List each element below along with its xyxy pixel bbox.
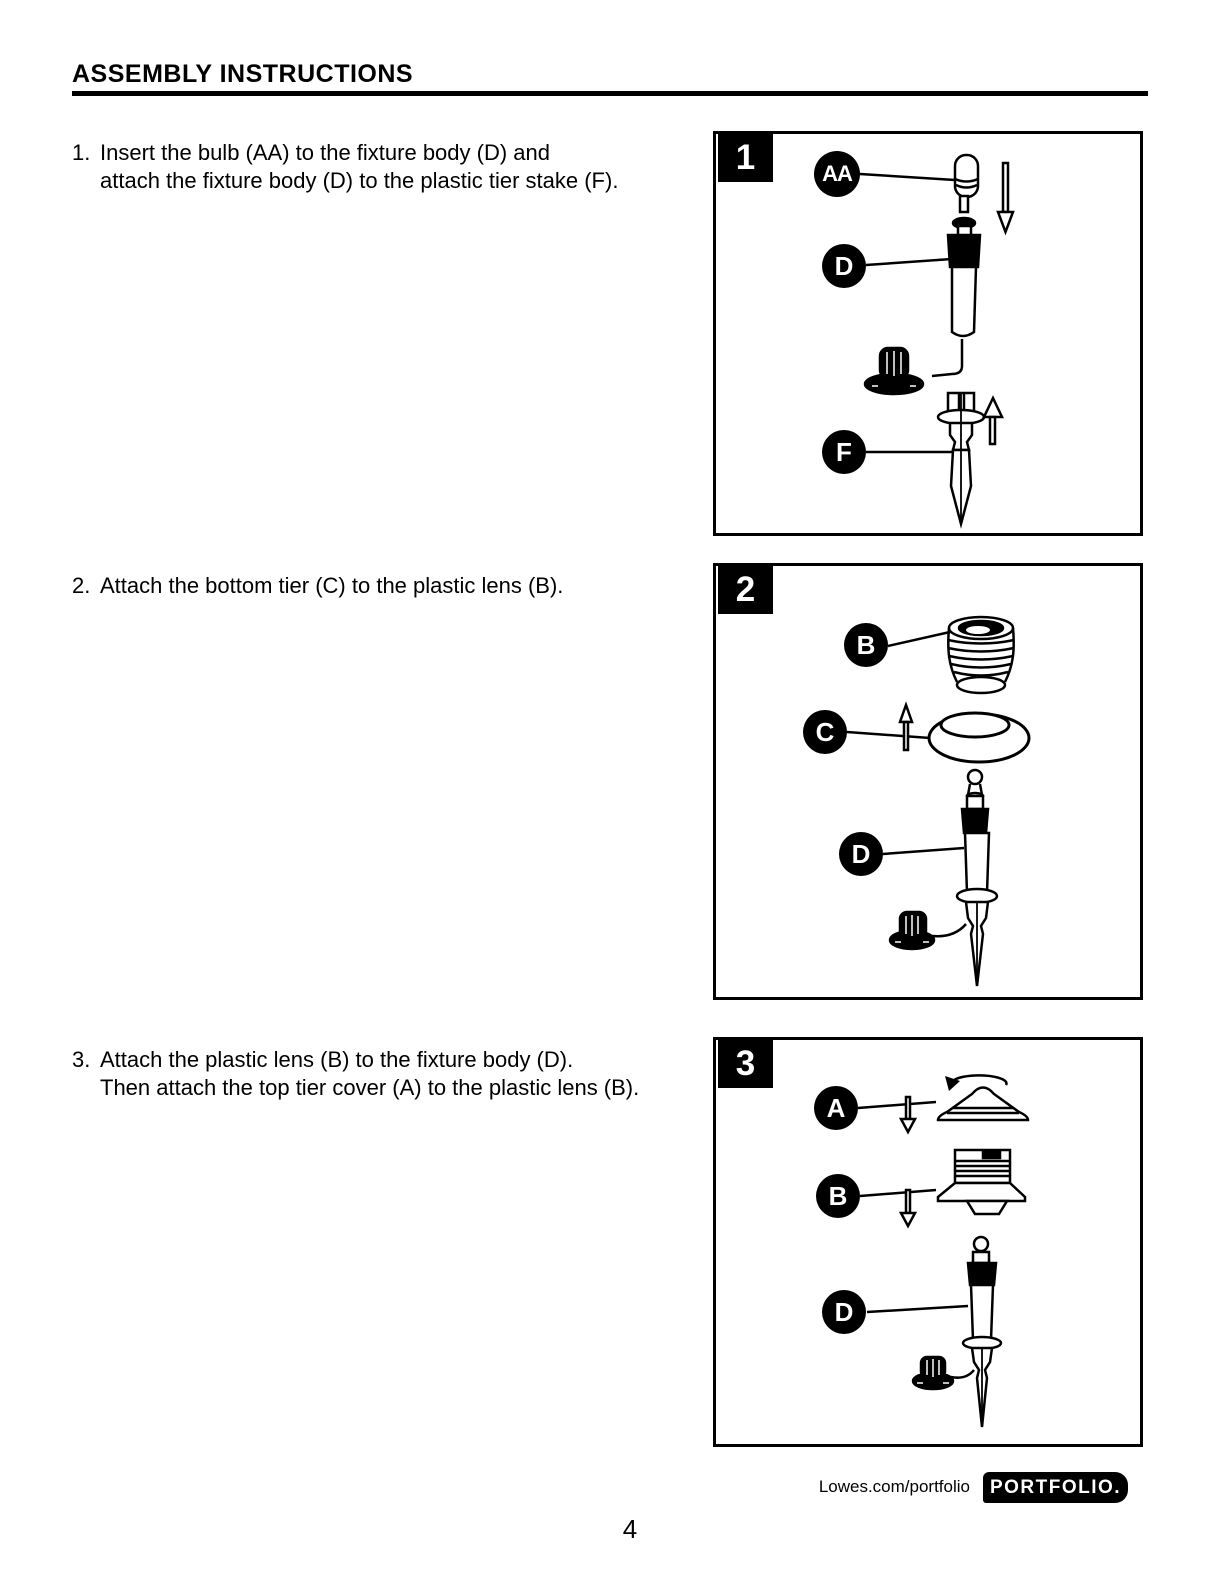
part-label-c: C (803, 710, 847, 754)
tier-stake-drawing (938, 393, 984, 524)
leader-line-d (866, 259, 952, 265)
down-arrow-icon (901, 1190, 915, 1226)
bulb-drawing (955, 155, 978, 212)
step-2-text (100, 572, 563, 600)
part-label-a: A (814, 1086, 858, 1130)
fixture-body-drawing (932, 218, 980, 376)
leader-line-b (888, 632, 950, 646)
part-label-b: B (816, 1174, 860, 1218)
step-2 (72, 572, 712, 600)
up-arrow-icon (900, 705, 912, 750)
title-rule (72, 91, 1148, 96)
down-arrow-icon (901, 1097, 915, 1132)
leader-line-b (860, 1190, 936, 1196)
step-1-number: 1. (72, 140, 91, 165)
down-arrow-icon (998, 163, 1013, 232)
step-1-line-2: attach the fixture body (D) to the plastic tier stake (F). (100, 168, 619, 193)
part-label-d: D (822, 1290, 866, 1334)
page-title: ASSEMBLY INSTRUCTIONS (72, 60, 414, 88)
fixture-body-drawing (957, 770, 997, 986)
lens-assembly-drawing (938, 1150, 1025, 1214)
figure-2-diagram (716, 566, 1140, 997)
part-label-aa: AA (814, 151, 860, 197)
part-label-d: D (822, 244, 866, 288)
plastic-lens-drawing (948, 617, 1014, 693)
leader-line-d (867, 1306, 968, 1312)
figure-1-badge: 1 (718, 133, 773, 182)
step-3-line-1: Attach the plastic lens (B) to the fixture body (D). (100, 1047, 574, 1072)
step-3-text (100, 1046, 639, 1102)
figure-2-badge: 2 (718, 565, 773, 614)
step-3-number: 3. (72, 1047, 91, 1072)
top-cover-drawing (938, 1088, 1028, 1121)
part-label-d: D (839, 832, 883, 876)
figure-3-box (713, 1037, 1143, 1447)
figure-2-box (713, 563, 1143, 1000)
footer-website: Lowes.com/portfolio (818, 1477, 970, 1496)
figure-1-diagram (716, 134, 1140, 533)
cable-connector-drawing (913, 1357, 974, 1389)
figure-3-diagram (716, 1040, 1140, 1444)
cable-connector-drawing (890, 912, 966, 949)
bottom-tier-drawing (929, 713, 1029, 762)
step-1-text (100, 139, 618, 195)
fixture-body-drawing (963, 1237, 1001, 1427)
part-label-b: B (844, 623, 888, 667)
rotate-arrow-icon (945, 1075, 1006, 1091)
cable-connector-drawing (865, 348, 923, 394)
page-number: 4 (622, 1514, 638, 1544)
step-2-line-1: Attach the bottom tier (C) to the plastic lens (B). (100, 573, 564, 598)
step-1 (72, 139, 712, 195)
step-3 (72, 1046, 732, 1102)
figure-3-badge: 3 (718, 1039, 773, 1088)
portfolio-logo: PORTFOLIO. (983, 1472, 1128, 1503)
figure-1-box (713, 131, 1143, 536)
leader-line-d (883, 848, 964, 854)
leader-line-c (847, 732, 930, 738)
step-3-line-2: Then attach the top tier cover (A) to the plastic lens (B). (100, 1075, 640, 1100)
step-2-number: 2. (72, 573, 91, 598)
leader-line-aa (860, 174, 955, 180)
step-1-line-1: Insert the bulb (AA) to the fixture body (D) and (100, 140, 551, 165)
up-arrow-icon (984, 398, 1002, 444)
leader-line-a (858, 1102, 936, 1108)
part-label-f: F (822, 430, 866, 474)
